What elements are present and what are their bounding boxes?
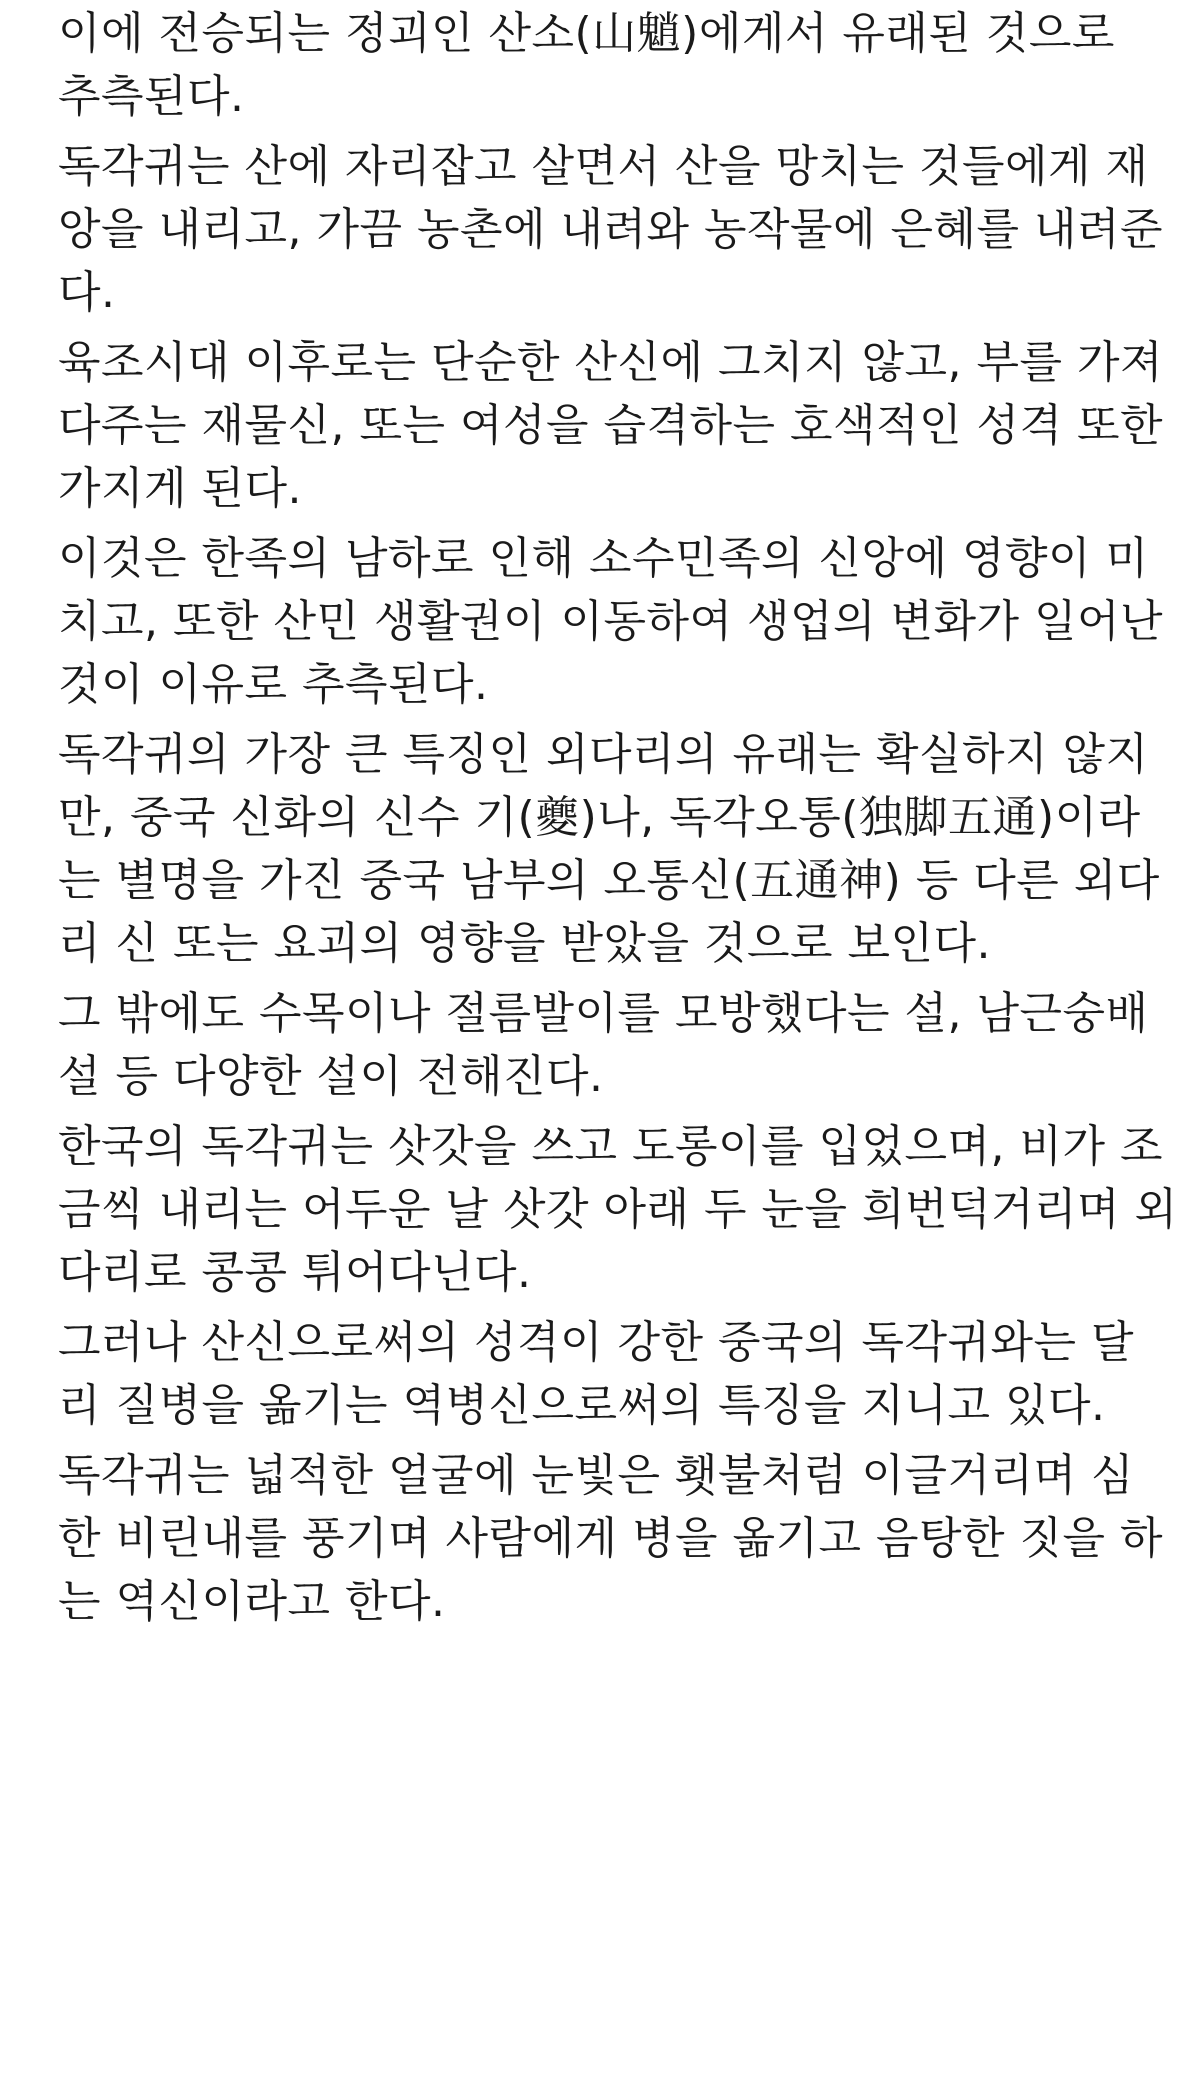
paragraph-6 <box>58 982 1148 1108</box>
paragraph-9 <box>58 1444 1163 1633</box>
text-line: 독각귀는 넓적한 얼굴에 눈빛은 횃불처럼 이글거리며 심 <box>58 1450 1135 1501</box>
text-line: 치고, 또한 산민 생활권이 이동하여 생업의 변화가 일어난 <box>58 596 1163 647</box>
text-line: 설 등 다양한 설이 전해진다. <box>58 1051 604 1102</box>
text-line: 이것은 한족의 남하로 인해 소수민족의 신앙에 영향이 미 <box>58 533 1149 584</box>
paragraph-3 <box>58 331 1163 520</box>
text-line: 다주는 재물신, 또는 여성을 습격하는 호색적인 성격 또한 <box>58 400 1163 451</box>
text-line: 가지게 된다. <box>58 463 302 514</box>
text-line: 독각귀는 산에 자리잡고 살면서 산을 망치는 것들에게 재 <box>58 141 1149 192</box>
paragraph-7 <box>58 1115 1178 1304</box>
text-line: 이에 전승되는 정괴인 산소(山魈)에게서 유래된 것으로 <box>58 8 1115 59</box>
text-line: 만, 중국 신화의 신수 기(夔)나, 독각오통(独脚五通)이라 <box>58 792 1141 843</box>
paragraph-4 <box>58 527 1163 716</box>
text-line: 앙을 내리고, 가끔 농촌에 내려와 농작물에 은혜를 내려준 <box>58 204 1163 255</box>
paragraph-5 <box>58 723 1160 975</box>
text-line: 한 비린내를 풍기며 사람에게 병을 옮기고 음탕한 짓을 하 <box>58 1513 1163 1564</box>
paragraph-8 <box>58 1311 1148 1437</box>
text-line: 그 밖에도 수목이나 절름발이를 모방했다는 설, 남근숭배 <box>58 988 1149 1039</box>
text-line: 는 역신이라고 한다. <box>58 1576 446 1627</box>
text-line: 육조시대 이후로는 단순한 산신에 그치지 않고, 부를 가져 <box>58 337 1163 388</box>
paragraph-2 <box>58 135 1163 324</box>
text-line: 금씩 내리는 어두운 날 삿갓 아래 두 눈을 희번덕거리며 외 <box>58 1184 1178 1235</box>
article-body <box>58 0 1178 1640</box>
text-line: 다리로 콩콩 튀어다닌다. <box>58 1247 532 1298</box>
text-line: 그러나 산신으로써의 성격이 강한 중국의 독각귀와는 달 <box>58 1317 1135 1368</box>
paragraph-1 <box>58 2 1148 128</box>
text-line: 추측된다. <box>58 71 245 122</box>
text-line: 한국의 독각귀는 삿갓을 쓰고 도롱이를 입었으며, 비가 조 <box>58 1121 1163 1172</box>
text-line: 독각귀의 가장 큰 특징인 외다리의 유래는 확실하지 않지 <box>58 729 1149 780</box>
text-line: 것이 이유로 추측된다. <box>58 659 489 710</box>
text-line: 리 질병을 옮기는 역병신으로써의 특징을 지니고 있다. <box>58 1380 1106 1431</box>
text-line: 리 신 또는 요괴의 영향을 받았을 것으로 보인다. <box>58 918 991 969</box>
text-line: 다. <box>58 267 116 318</box>
text-line: 는 별명을 가진 중국 남부의 오통신(五通神) 등 다른 외다 <box>58 855 1160 906</box>
